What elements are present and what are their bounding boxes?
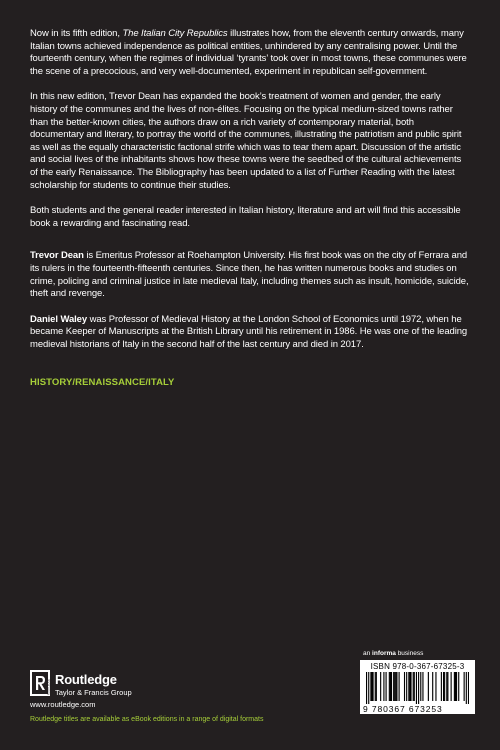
informa-brand: informa — [372, 650, 396, 657]
barcode-bar — [414, 672, 415, 701]
barcode-bar — [422, 672, 423, 701]
barcode-bar — [441, 672, 442, 701]
barcode-bar — [466, 672, 467, 704]
barcode-bar — [406, 672, 407, 701]
barcode-bars — [366, 672, 469, 704]
barcode-bar — [395, 672, 396, 701]
barcode-bar — [383, 672, 384, 701]
barcode-bar — [390, 672, 391, 701]
barcode-bar — [373, 672, 374, 701]
barcode-bar — [391, 672, 392, 701]
author-name: Trevor Dean — [30, 250, 84, 262]
barcode-bar — [458, 672, 459, 701]
barcode-bar — [416, 672, 417, 704]
barcode-bar — [455, 672, 456, 701]
barcode-bar — [399, 672, 400, 701]
barcode-bar — [420, 672, 421, 701]
barcode-bar — [456, 672, 457, 701]
author-name: Daniel Waley — [30, 313, 88, 325]
blurb-intro: Now in its fifth edition, — [30, 28, 123, 39]
author-bio-2 — [30, 314, 470, 352]
publisher-name: Routledge — [55, 672, 117, 687]
barcode-bar — [408, 672, 409, 701]
informa-suffix: business — [395, 650, 424, 657]
book-title-italic: The Italian City Republics — [122, 28, 228, 39]
barcode-bar — [404, 672, 405, 701]
barcode-bar — [451, 672, 452, 701]
informa-business-tag — [363, 650, 423, 657]
barcode-bar — [409, 672, 410, 701]
barcode-bar — [394, 672, 395, 701]
barcode-bar — [444, 672, 445, 701]
barcode-bar — [447, 672, 448, 701]
barcode-bar — [366, 672, 367, 704]
barcode-bar — [446, 672, 447, 701]
informa-prefix: an — [363, 650, 373, 657]
publisher-group: Taylor & Francis Group — [55, 688, 132, 697]
barcode-bar — [468, 672, 469, 704]
barcode-bar — [443, 672, 444, 701]
blurb-rest: illustrates how, from the eleventh century onwards, many Italian towns achieved independence as political entities, unhindered by any centralising power. Until the fourteenth century, when the regimes of individual ‘tyrants’ took over in most towns, these communes were the scene of a precocious, and very well-documented, experiment in republican self-government. — [30, 28, 467, 77]
back-cover-text — [30, 28, 470, 390]
author-bio-text: is Emeritus Professor at Roehampton University. His first book was on the city of Ferrara and its rulers in the fourteenth-fifteenth centuries. Since then, he has written numerous books and studies on crime, policing and criminal justice in late medieval Italy, including themes such as insult, homicide, suicide, theft and revenge. — [30, 250, 469, 300]
author-bio-1 — [30, 250, 470, 300]
barcode-bar — [464, 672, 465, 701]
author-bio-text: was Professor of Medieval History at the London School of Economics until 1972, when he became Keeper of Manuscripts at the British Library until his retirement in 1986. He was one of the leading medieval historians of Italy in the second half of the last century and died in 2017. — [30, 313, 468, 350]
blurb-paragraph-2: In this new edition, Trevor Dean has expanded the book’s treatment of women and gender, the early history of the communes and the lives of non-élites. Focusing on the typical medium-sized towns rather than the better-known cities, the authors draw on a rich variety of contemporary material, both documentary and literary, to portray the world of the communes, illustrating the patriotism and public spirit as well as the equally characteristic factional strife which was to tear them apart. Discussion of the artistic and social lives of the inhabitants shows how these towns were the seedbed of the cultural achievements of the early Renaissance. The Bibliography has been updated to a list of Further Reading with the latest scholarship for students to continue their studies. — [30, 91, 462, 191]
barcode-bar — [371, 672, 372, 701]
blurb-paragraph-3: Both students and the general reader interested in Italian history, literature and art will find this accessible book a rewarding and fascinating read. — [30, 205, 461, 229]
barcode-bar — [376, 672, 377, 701]
barcode-bar — [370, 672, 371, 701]
logo-side-text: ROUTLEDGE — [47, 678, 50, 695]
barcode-bar — [418, 672, 419, 704]
barcode-bar — [389, 672, 390, 701]
isbn-number: ISBN 978-0-367-67325-3 — [370, 662, 465, 671]
blurb-paragraph-1 — [30, 28, 470, 78]
routledge-r-logo-icon — [30, 670, 50, 696]
barcode-bar — [386, 672, 387, 701]
barcode-bar — [454, 672, 455, 701]
isbn-barcode-panel — [360, 660, 475, 714]
publisher-logo — [30, 670, 230, 710]
ebook-availability-note: Routledge titles are available as eBook editions in a range of digital formats — [30, 716, 264, 723]
barcode-bar — [393, 672, 394, 701]
barcode-bar — [410, 672, 411, 701]
barcode-digits: 9 780367 673253 — [363, 704, 443, 714]
barcode-bar — [380, 672, 381, 701]
subject-category: HISTORY/RENAISSANCE/ITALY — [30, 377, 175, 389]
barcode-bar — [435, 672, 436, 701]
barcode-bar — [432, 672, 433, 701]
barcode-bar — [368, 672, 369, 704]
barcode-bar — [396, 672, 397, 701]
barcode-bar — [413, 672, 414, 701]
barcode-bar — [375, 672, 376, 701]
publisher-url: www.routledge.com — [30, 700, 96, 709]
barcode-bar — [428, 672, 429, 701]
